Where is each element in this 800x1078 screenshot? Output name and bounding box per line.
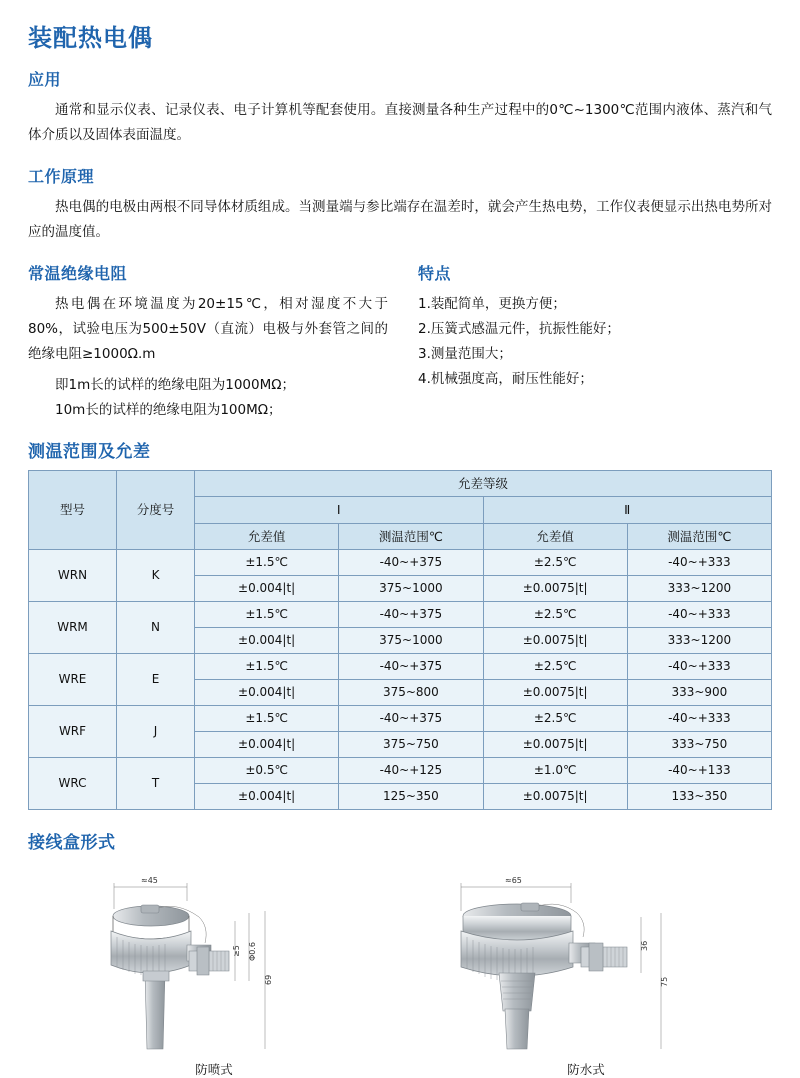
- section-heading-principle: 工作原理: [28, 166, 95, 186]
- dim-top-1: ≈45: [141, 876, 158, 886]
- th-tolerance-value-2: 允差值: [483, 523, 627, 550]
- cell-model: WRM: [29, 602, 117, 654]
- cell-tol2: ±0.0075|t|: [483, 784, 627, 810]
- th-tolerance-value-1: 允差值: [195, 523, 339, 550]
- page-title: 装配热电偶: [28, 24, 153, 52]
- cell-range1: -40~+125: [339, 758, 483, 784]
- cell-grade: T: [117, 758, 195, 810]
- cell-tol1: ±1.5℃: [195, 602, 339, 628]
- principle-paragraph: 热电偶的电极由两根不同导体材质组成。当测量端与参比端存在温差时，就会产生热电势，工作仪表便显示出热电势所对应的温度值。: [28, 198, 772, 240]
- feature-item: 4.机械强度高，耐压性能好；: [418, 370, 593, 387]
- dim-right-1b: Φ0.6: [248, 942, 257, 962]
- cell-range1: 125~350: [339, 784, 483, 810]
- drawing-caption: 防喷式: [195, 1062, 233, 1078]
- cell-tol1: ±0.004|t|: [195, 628, 339, 654]
- section-features: [418, 261, 772, 423]
- insulation-paragraph: 热电偶在环境温度为20±15℃，相对湿度不大于80%，试验电压为500±50V（直流）电极与外套管之间的绝缘电阻≥1000Ω.m: [28, 295, 388, 362]
- cell-tol1: ±0.004|t|: [195, 576, 339, 602]
- dim-right-2b: 75: [660, 977, 669, 988]
- cell-range1: 375~800: [339, 680, 483, 706]
- cell-tol2: ±2.5℃: [483, 602, 627, 628]
- th-grade: 分度号: [117, 470, 195, 550]
- table-header: [29, 470, 772, 550]
- cell-tol2: ±0.0075|t|: [483, 628, 627, 654]
- cell-range1: 375~1000: [339, 628, 483, 654]
- table-row: [29, 550, 772, 576]
- cell-tol2: ±2.5℃: [483, 654, 627, 680]
- feature-item: 1.装配简单，更换方便；: [418, 295, 566, 312]
- cell-range2: 333~750: [627, 732, 771, 758]
- cell-tol1: ±0.5℃: [195, 758, 339, 784]
- cell-tol1: ±0.004|t|: [195, 680, 339, 706]
- cell-tol1: ±1.5℃: [195, 654, 339, 680]
- th-tolerance-class: 允差等级: [195, 470, 772, 497]
- section-insulation: [28, 261, 388, 423]
- section-heading-features: 特点: [418, 263, 452, 283]
- section-principle: [28, 164, 772, 245]
- cell-tol1: ±1.5℃: [195, 550, 339, 576]
- cell-range1: 375~750: [339, 732, 483, 758]
- cell-range1: -40~+375: [339, 654, 483, 680]
- table-row: [29, 706, 772, 732]
- cell-range2: -40~+333: [627, 550, 771, 576]
- drawing-waterproof: [421, 861, 751, 1078]
- cell-tol2: ±0.0075|t|: [483, 732, 627, 758]
- cell-model: WRC: [29, 758, 117, 810]
- dim-right-1c: 69: [264, 975, 273, 986]
- dim-right-2a: 36: [640, 941, 649, 952]
- dim-right-1a: ≥5: [232, 945, 241, 958]
- section-insulation-features: [28, 261, 772, 423]
- section-application: [28, 67, 772, 148]
- spec-table: [28, 470, 772, 811]
- drawing-splashproof: [49, 861, 379, 1078]
- section-heading-range: 测温范围及允差: [28, 441, 151, 462]
- section-heading-junction-box: 接线盒形式: [28, 833, 116, 854]
- cell-range1: -40~+375: [339, 550, 483, 576]
- cell-tol1: ±1.5℃: [195, 706, 339, 732]
- cell-range2: 333~1200: [627, 628, 771, 654]
- cell-range2: 133~350: [627, 784, 771, 810]
- section-heading-application: 应用: [28, 70, 62, 89]
- cell-tol2: ±0.0075|t|: [483, 680, 627, 706]
- dim-top-2: ≈65: [505, 876, 522, 886]
- cell-model: WRE: [29, 654, 117, 706]
- drawing-row: [28, 861, 772, 1078]
- cell-model: WRN: [29, 550, 117, 602]
- cell-tol2: ±0.0075|t|: [483, 576, 627, 602]
- section-junction-box: [28, 828, 772, 1078]
- table-body: [29, 550, 772, 810]
- cell-grade: E: [117, 654, 195, 706]
- table-row: [29, 758, 772, 784]
- spec-table-wrap: [28, 470, 772, 811]
- drawing-caption: 防水式: [567, 1062, 605, 1078]
- th-class-1: Ⅰ: [195, 497, 484, 524]
- feature-item: 3.测量范围大；: [418, 345, 512, 362]
- waterproof-diagram: [431, 861, 741, 1056]
- cell-range1: -40~+375: [339, 602, 483, 628]
- table-row: [29, 654, 772, 680]
- insulation-note-10m: 10m长的试样的绝缘电阻为100MΩ；: [55, 401, 282, 418]
- cell-range2: 333~1200: [627, 576, 771, 602]
- insulation-note-1m: 即1m长的试样的绝缘电阻为1000MΩ；: [55, 376, 296, 393]
- th-class-2: Ⅱ: [483, 497, 772, 524]
- cell-grade: J: [117, 706, 195, 758]
- cell-tol2: ±2.5℃: [483, 706, 627, 732]
- splashproof-diagram: [59, 861, 369, 1056]
- cell-tol2: ±2.5℃: [483, 550, 627, 576]
- th-measure-range-2: 测温范围℃: [627, 523, 771, 550]
- cell-range2: -40~+333: [627, 602, 771, 628]
- section-range: [28, 437, 772, 811]
- feature-item: 2.压簧式感温元件，抗振性能好；: [418, 320, 620, 337]
- cell-grade: N: [117, 602, 195, 654]
- cell-range1: 375~1000: [339, 576, 483, 602]
- cell-range1: -40~+375: [339, 706, 483, 732]
- cell-range2: -40~+133: [627, 758, 771, 784]
- cell-tol1: ±0.004|t|: [195, 732, 339, 758]
- cell-model: WRF: [29, 706, 117, 758]
- th-measure-range-1: 测温范围℃: [339, 523, 483, 550]
- cell-grade: K: [117, 550, 195, 602]
- cell-range2: 333~900: [627, 680, 771, 706]
- application-paragraph: 通常和显示仪表、记录仪表、电子计算机等配套使用。直接测量各种生产过程中的0℃~1300℃范围内液体、蒸汽和气体介质以及固体表面温度。: [28, 102, 772, 143]
- table-row: [29, 602, 772, 628]
- section-heading-insulation: 常温绝缘电阻: [28, 263, 128, 283]
- cell-tol1: ±0.004|t|: [195, 784, 339, 810]
- th-model: 型号: [29, 470, 117, 550]
- cell-range2: -40~+333: [627, 654, 771, 680]
- cell-tol2: ±1.0℃: [483, 758, 627, 784]
- cell-range2: -40~+333: [627, 706, 771, 732]
